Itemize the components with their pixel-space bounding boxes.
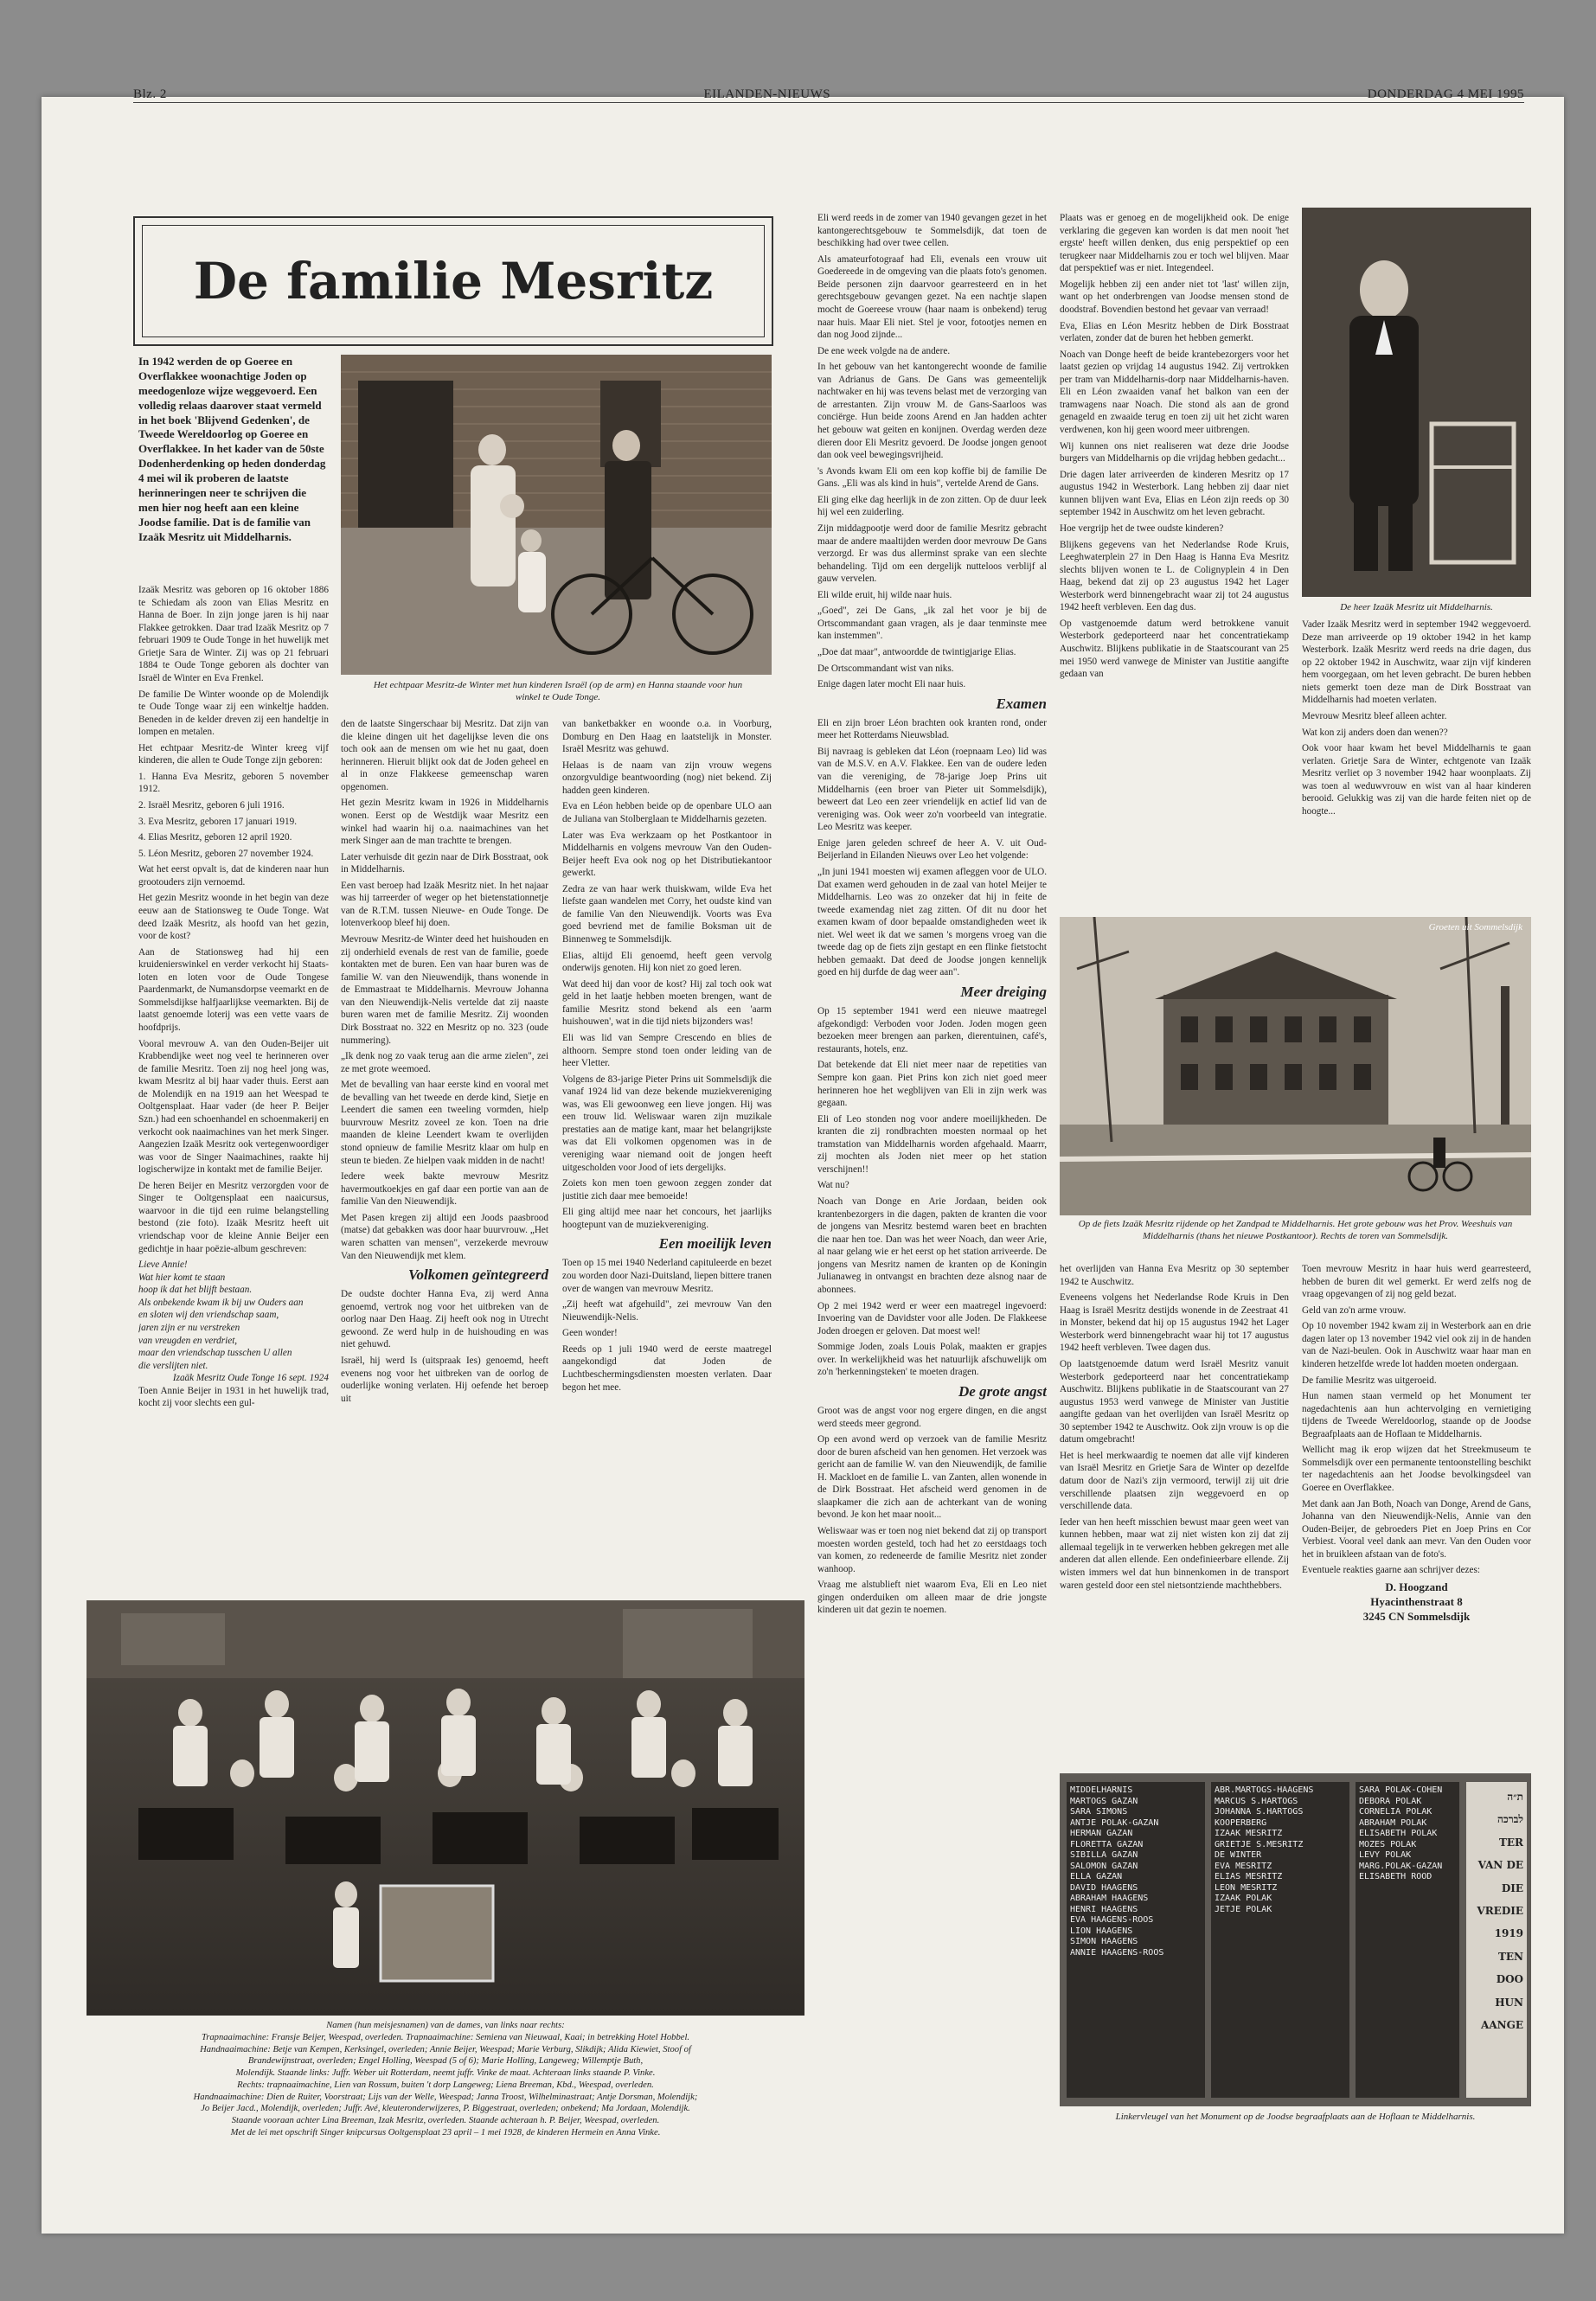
paragraph: Volgens de 83-jarige Pieter Prins uit Sommelsdijk die vanaf 1924 lid van deze bekende muziekvereniging was, was Eli gewoonweg een lieve jongen. Hij was een trouw lid. Weliswaar waren zijn muzikale prestaties aan de matige kant, maar het belangrijkste was dat Eli volkomen opgenomen was in de vereniging waar niemand ooit de jongen heeft uitgescholden voor Jood of iets dergelijks. — [562, 1074, 772, 1173]
portrait-caption: De heer Izaäk Mesritz uit Middelharnis. — [1340, 602, 1493, 612]
paragraph: Eli ging altijd mee naar het concours, het jaarlijks hoogtepunt van de muziekvereniging. — [562, 1207, 772, 1230]
paragraph: Enige jaren geleden schreef de heer A. V. uit Oud-Beijerland in Eilanden Nieuws over Leo het volgende: — [817, 837, 1047, 862]
monument-name: IZAAK POLAK — [1215, 1894, 1272, 1903]
family-photo-caption: Het echtpaar Mesritz-de Winter met hun kinderen Israël (op de arm) en Hanna staande voor hun winkel te Oude Tonge. — [373, 680, 743, 703]
paragraph: Op 10 november 1942 kwam zij in Westerbork aan en drie dagen later op 13 november 1942 viel ook zij in de handen van de Nazi-beulen. Ook in Auschwitz waar haar man en kinderen hetzelfde wrede lot hadden moeten ondergaan. — [1302, 1321, 1531, 1369]
caption-line: Brandewijnstraat, overleden; Engel Holling, Weespad (5 of 6); Marie Holling, Langeweg; Willemptje Buth, — [247, 2056, 644, 2067]
article-column-4 — [817, 212, 1047, 2132]
lead-text: In 1942 werden de op Goeree en Overflakkee woonachtige Joden op meedogenloze wijze weggevoerd. Een volledig relaas daarover staat vermeld in het boek 'Blijvend Gedenken', de Tweede Wereldoorlog op Goeree en Overflakkee. In het kader van de 50ste Dodenherdenking op heden donderdag 4 mei wil ik proberen de laatste herinneringen neer te schrijven die men hier nog heeft aan een kleine Joodse familie. Dat is de familie van Izaäk Mesritz uit Middelharnis. — [138, 355, 326, 543]
poem-line: van vreugden en verdriet, — [138, 1335, 238, 1346]
monument-photo — [1060, 1773, 1531, 2106]
paragraph: Een vast beroep had Izaäk Mesritz niet. In het najaar was hij tarreerder of weger op het bietenstationnetje van de R.T.M. tussen Nieuwe- en Oude Tonge. De lotenverkoop bleef hij doen. — [341, 880, 548, 929]
list-item: 3. Eva Mesritz, geboren 17 januari 1919. — [138, 816, 297, 827]
monument-name: IZAAK MESRITZ — [1215, 1829, 1283, 1838]
paragraph: Eva, Elias en Léon Mesritz hebben de Dirk Bosstraat verlaten, zonder dat de buren het hebben gemerkt. — [1060, 320, 1289, 344]
poem-line: Als onbekende kwam ik bij uw Ouders aan — [138, 1297, 304, 1308]
page-header — [133, 76, 1524, 103]
subheading: Examen — [996, 695, 1047, 712]
monument-name: SALOMON GAZAN — [1070, 1861, 1138, 1871]
sewing-class-illustration — [87, 1600, 804, 2016]
paragraph: Reeds op 1 juli 1940 werd de eerste maatregel aangekondigd dat Joden de Luchtbeschermingsdiensten moesten verlaten. Daar begon het mee. — [562, 1343, 772, 1393]
paragraph: Met Pasen kregen zij altijd een Joods paasbrood (matse) dat gebakken was door haar buurvrouw. „Het waren schatten van mensen", verzekerde mevrouw Van den Nieuwendijk met klem. — [341, 1212, 548, 1261]
paragraph: Op laatstgenoemde datum werd Israël Mesritz vanuit Westerbork gedeporteerd naar het concentratiekamp Auschwitz. Blijkens publikatie in de Staatscourant van 27 augustus 1953 werd vanwege de Minister van Justitie aangifte gedaan van het overlijden van Israël Mesritz op 30 september 1942 te Auschwitz. Ook zijn vrouw is op die datum omgebracht! — [1060, 1358, 1289, 1445]
monument-name: JETJE POLAK — [1215, 1904, 1272, 1914]
paragraph: Eli of Leo stonden nog voor andere moeilijkheden. De kranten die zij rondbrachten moesten normaal op het tramstation van Middelharnis worden afgehaald. Maarrr, zij mochten als Joden niet meer op het station verschijnen!! — [817, 1113, 1047, 1175]
author-city: 3245 CN Sommelsdijk — [1362, 1609, 1471, 1623]
subheading: Een moeilijk leven — [658, 1235, 772, 1253]
newspaper-name: EILANDEN-NIEUWS — [703, 87, 831, 101]
poem-line: jaren zijn er nu verstreken — [138, 1322, 240, 1333]
monument-name: SARA SIMONS — [1070, 1807, 1128, 1817]
monument-name: ABRAHAM HAAGENS — [1070, 1894, 1149, 1903]
monument-name: SARA POLAK-COHEN — [1359, 1785, 1443, 1795]
monument-name: ELISABETH POLAK — [1359, 1829, 1438, 1838]
paragraph: Bij navraag is gebleken dat Léon (roepnaam Leo) lid was van de M.S.V. en A.V. Flakkee. Een van de oudere leden van die vereniging, de 78-jarige Joep Prins uit Middelharnis (een broer van Pieter uit Sommelsdijk), beweert dat Leo een zeer vriendelijk en actief lid van de vereniging was. Ook weer zo'n voorbeeld van integratie. Leo Mesritz was keeper. — [817, 746, 1047, 833]
monument-name: ANTJE POLAK-GAZAN — [1070, 1817, 1159, 1828]
paragraph: Toen op 15 mei 1940 Nederland capituleerde en bezet zou worden door Nazi-Duitsland, liepen bittere tranen over de wangen van mevrouw Mesritz. — [562, 1258, 772, 1294]
article-column-5 — [1060, 212, 1289, 913]
monument-name: ABR.MARTOGS-HAAGENS — [1215, 1785, 1314, 1795]
paragraph: Noach van Donge heeft de beide krantebezorgers voor het laatst gezien op vrijdag 14 augustus 1942. Zij vertrokken per tram van Middelharnis-dorp naar Middelharnis-haven. Eli en Léon zwaaiden vanaf het balkon van een der tramwagens naar Noach. Die stond als aan de grond genageld en zwaaide terug en toen zij uit het zicht waren verdwenen, kon hij geen woord meer uitbrengen. — [1060, 349, 1289, 435]
paragraph: „Zij heeft wat afgehuild", zei mevrouw Van den Nieuwendijk-Nelis. — [562, 1299, 772, 1323]
article-column-1 — [138, 584, 329, 1587]
monument-name: CORNELIA POLAK — [1359, 1807, 1433, 1817]
article-column-2 — [341, 718, 548, 1587]
paragraph: Eli en zijn broer Léon brachten ook kranten rond, onder meer het Rotterdams Nieuwsblad. — [817, 717, 1047, 741]
paragraph: De familie De Winter woonde op de Molendijk te Oude Tonge waar zij een winkeltje hadden. Beneden in de kelder dreven zij een handeltje in lompen en metalen. — [138, 689, 329, 738]
poem-line: en sloten wij den vriendschap saam, — [138, 1310, 279, 1321]
caption-line: Handnaaimachine: Dien de Ruiter, Voorstraat; Lijs van der Welle, Weespad; Janna Troost, Wilhelminastraat; Antje Dorsman, Molendijk; — [193, 2092, 698, 2102]
postcard-label: Groeten uit Sommelsdijk — [1428, 922, 1522, 933]
monument-name: ELIAS MESRITZ — [1215, 1872, 1283, 1881]
paragraph: Later was Eva werkzaam op het Postkantoor in Middelharnis en volgens mevrouw Van den Ouden-Beijer heeft Eva ook nog op het Distributiekantoor gewerkt. — [562, 830, 772, 879]
paragraph: Wat deed hij dan voor de kost? Hij zal toch ook wat geld in het laatje hebben moeten brengen, want de familie Mesritz stond bekend als een 'aarm huishouwen', wat in die tijd niets bijzonders was! — [562, 978, 772, 1028]
paragraph: Wat nu? — [817, 1180, 849, 1191]
paragraph: Vraag me alstublieft niet waarom Eva, Eli en Leo niet gingen onderduiken om alleen maar de drie jongste kinderen uit dat gezin te noemen. — [817, 1580, 1047, 1616]
paragraph: Mevrouw Mesritz bleef alleen achter. — [1302, 710, 1447, 721]
monument-name: ABRAHAM POLAK — [1359, 1817, 1427, 1828]
subheading: De grote angst — [958, 1382, 1047, 1400]
paragraph: De familie Mesritz was uitgeroeid. — [1302, 1375, 1437, 1386]
monument-name: LEVY POLAK — [1359, 1850, 1412, 1860]
inscription-line: DIE — [1501, 1881, 1523, 1894]
monument-name: EVA MESRITZ — [1215, 1861, 1272, 1871]
subheading: Volkomen geïntegreerd — [408, 1266, 548, 1284]
caption-line: Met de lei met opschrift Singer knipcursus Ooltgensplaat 23 april – 1 mei 1928, de kinderen Hermein en Anna Vinke. — [230, 2127, 661, 2138]
portrait-illustration — [1302, 208, 1531, 597]
paragraph: Israël, hij werd Is (uitspraak Ies) genoemd, heeft evenens nog voor het uitbreken van de oorlog de ouderlijke woning verlaten. Hij oefende het beroep uit — [341, 1355, 548, 1404]
monument-caption: Linkervleugel van het Monument op de Joodse begraafplaats aan de Hoflaan te Middelharnis. — [1115, 2112, 1476, 2122]
paragraph: Eli werd reeds in de zomer van 1940 gevangen gezet in het kantongerechtsgebouw te Sommelsdijk, dat toen de beschikking had over twee cellen. — [817, 213, 1047, 249]
inscription-line: ת״ה — [1507, 1791, 1523, 1803]
sewing-class-photo — [87, 1600, 804, 2016]
paragraph: Plaats was er genoeg en de mogelijkheid ook. De enige verklaring die gegeven kan worden is dat men nooit 'het ergste' heeft willen denken, dus enig perspektief op een terugkeer naar Middelharnis zou er toch wel blijven. Maar dat perspektief was er niet. Integendeel. — [1060, 213, 1289, 274]
paragraph: Op 15 september 1941 werd een nieuwe maatregel afgekondigd: Verboden voor Joden. Joden mogen geen bezoeken meer brengen aan parken, dierentuinen, café's, restaurants, hotels, enz. — [817, 1006, 1047, 1054]
paragraph: Enige dagen later mocht Eli naar huis. — [817, 679, 966, 690]
headline: De familie Mesritz — [193, 252, 714, 311]
paragraph: 's Avonds kwam Eli om een kop koffie bij de familie De Gans. „Eli was als kind in huis", vertelde Arend de Gans. — [817, 465, 1047, 490]
poem-line: Lieve Annie! — [138, 1259, 188, 1271]
monument-name: MARG.POLAK-GAZAN — [1359, 1861, 1443, 1871]
family-photo — [341, 355, 772, 675]
list-item: 5. Léon Mesritz, geboren 27 november 1924. — [138, 848, 314, 859]
paragraph: In het gebouw van het kantongerecht woonde de familie van Adrianus de Gans. De Gans was gemeentelijk nachtwaker en hij was tevens belast met de verzorging van de arrestanten. Zijn vrouw M. de Gans-Saarloos was conciërge. Hun beide zoons Arend en Jan hadden achter het gebouw wat geiten en konijnen. Overdag werden deze dieren door Eli Mesritz gevoerd. De Joodse jongen genoot dan ook veel bewegingsvrijheid. — [817, 362, 1047, 461]
paragraph: „Ik denk nog zo vaak terug aan die arme zielen", zei ze met grote weemoed. — [341, 1051, 548, 1074]
monument-name: LEON MESRITZ — [1215, 1882, 1278, 1893]
paragraph: Ook voor haar kwam het bevel Middelharnis te gaan verlaten. Grietje Sara de Winter, echtgenote van Izaäk Mesritz verliet op 3 november 1942 haar woonplaats. Zij was toen al weduwvrouw en wist van al haar kinderen berooid. Gelukkig was zij van die harde feiten niet op de hoogte... — [1302, 743, 1531, 817]
caption-line: Staande vooraan achter Lina Breeman, Izak Mesritz, overleden. Staande achteraan h. P. Beijer, Weespad, overleden. — [231, 2116, 660, 2126]
list-item: 1. Hanna Eva Mesritz, geboren 5 november 1912. — [138, 771, 329, 795]
poem-line: die verslijten niet. — [138, 1360, 208, 1371]
poem — [138, 1259, 329, 1385]
paragraph: Blijkens gegevens van het Nederlandse Rode Kruis, Leeghwaterplein 27 in Den Haag is Hanna Eva Mesritz slechts blijven wonen te L. de Colignyplein 4 in Den Haag, bekend dat zij op 23 augustus 1942 het Lager Westerbork werd binnengebracht waar zij tot 24 augustus 1942 heeft verbleven. Een dag dus. — [1060, 539, 1289, 613]
list-item: 2. Israël Mesritz, geboren 6 juli 1916. — [138, 800, 285, 811]
paragraph: Vader Izaäk Mesritz werd in september 1942 weggevoerd. Deze man arriveerde op 19 oktober 1942 in het kamp Westerbork. Izaäk Mesritz werd reeds na drie dagen, dus op 22 oktober 1942 in Auschwitz, waar zijn vijf kinderen hem voorgegaan, om het leven gebracht. De buren hebben niets gemerkt toen deze man de Dirk Bosstraat van Middelharnis had moeten verlaten. — [1302, 619, 1531, 706]
article-column-7 — [1060, 1263, 1289, 1739]
monument-inscription — [1466, 1782, 1527, 2098]
monument-name: ANNIE HAAGENS-ROOS — [1070, 1947, 1164, 1958]
paragraph: „In juni 1941 moesten wij examen afleggen voor de ULO. Dat examen werd gehouden in de zaal van hotel Meijer te Middelharnis. Leo was zo onzeker dat hij in feite de tweede examendag niet zag zitten. Of dit nu door het examen kwam of door bepaalde omstandigheden weet ik niet. Wel weet ik dat we samen 's morgens vroeg van die tweede dag op de fiets zijn gestapt en een flinke fietstocht hebben gemaakt. Dat deed de Joodse jongen kennelijk goed en hij durfde de dag weer aan". — [817, 866, 1047, 978]
article-column-8 — [1302, 1263, 1531, 1743]
monument-name: ELISABETH ROOD — [1359, 1872, 1433, 1881]
caption-line: Handnaaimachine: Betje van Kempen, Kerksingel, overleden; Annie Beijer, Weespad; Marie Verburg, Slikdijk; Alida Kiewiet, Stoof of — [200, 2044, 691, 2054]
paragraph: Groot was de angst voor nog ergere dingen, en die angst werd steeds meer gegrond. — [817, 1405, 1047, 1429]
author-street: Hyacinthenstraat 8 — [1370, 1594, 1463, 1608]
monument-name: HENRI HAAGENS — [1070, 1904, 1138, 1914]
paragraph: Mevrouw Mesritz-de Winter deed het huishouden en zij onderhield evenals de rest van de familie, goede kontakten met de buren. Een van haar buren was de familie W. van den Nieuwendijk, thans wonende in de Emmastraat te Middelharnis. Mevrouw Johanna van den Nieuwendijk-Nelis vertelde dat zij naaste buren waren met de familie Mesritz. Zij woonden Dirk Bosstraat no. 322 en Mesritz op no. 323 (oude nummering). — [341, 934, 548, 1046]
article-column-6 — [1302, 619, 1531, 913]
lead-paragraph — [138, 355, 329, 548]
paragraph: Wij kunnen ons niet realiseren wat deze drie Joodse burgers van Middelharnis op die vrijdag hebben gedacht... — [1060, 440, 1289, 465]
paragraph: Zijn middagpootje werd door de familie Mesritz gebracht maar de andere maaltijden werden door mevrouw De Gans verzorgd. Er was dus allerminst sprake van een slechte behandeling. Tijd om een dergelijk nutteloos verblijf al gauw vervelen. — [817, 522, 1047, 585]
inscription-line: VREDIE — [1477, 1904, 1523, 1917]
paragraph: Eli was lid van Sempre Crescendo en blies de althoorn. Sempre stond toen onder leiding van de heer Vletter. — [562, 1032, 772, 1069]
paragraph: Eli ging elke dag heerlijk in de zon zitten. Op de duur leek hij wel een zuiderling. — [817, 494, 1047, 518]
author-name: D. Hoogzand — [1385, 1580, 1448, 1593]
monument-name: SIMON HAAGENS — [1070, 1937, 1138, 1946]
paragraph: Wat kon zij anders doen dan wenen?? — [1302, 727, 1448, 738]
paragraph: Eva en Léon hebben beide op de openbare ULO aan de Juliana van Stolberglaan te Middelharnis gezeten. — [562, 801, 772, 824]
paragraph: van banketbakker en woonde o.a. in Voorburg, Domburg en Den Haag en laatstelijk in Monster. Israël Mesritz was gehuwd. — [562, 719, 772, 755]
paragraph: Met dank aan Jan Both, Noach van Donge, Arend de Gans, Johanna van den Nieuwendijk-Nelis, Annie van den Ouden-Beijer, de gebroeders Piet en Joep Prins en Cor Verbiest. Vooral veel dank aan mevr. Van den Ouden voor het in bruikleen afstaan van de foto's. — [1302, 1498, 1531, 1560]
paragraph: Zoiets kon men toen gewoon zeggen zonder dat justitie zich daar mee bemoeide! — [562, 1178, 772, 1202]
monument-name: ELLA GAZAN — [1070, 1872, 1123, 1881]
paragraph: Geen wonder! — [562, 1328, 618, 1339]
caption-line: Jo Beijer Jacd., Molendijk, overleden; Juffr. Avé, kleuteronderwijzeres, P. Biggestraat, overleden; onbekend; Ma Jordaan, Molendijk. — [201, 2104, 690, 2114]
inscription-line: VAN DE — [1477, 1859, 1523, 1872]
paragraph: Geld van zo'n arme vrouw. — [1302, 1304, 1407, 1316]
caption-line: Trapnaaimachine: Fransje Beijer, Weespad, overleden. Trapnaaimachine: Semiena van Nieuwaal, Kaai; in betrekking Hotel Hobbel. — [201, 2032, 690, 2042]
orphanage-caption: Op de fiets Izaäk Mesritz rijdende op het Zandpad te Middelharnis. Het grote gebouw was het Prov. Weeshuis van Middelharnis (thans het nieuwe Postkantoor). Rechts de toren van Sommelsdijk. — [1078, 1219, 1513, 1242]
paragraph: De ene week volgde na de andere. — [817, 345, 951, 356]
paragraph: Mogelijk hebben zij een ander niet tot 'last' willen zijn, want op het onderbrengen van Joodse mensen stond de doodstraf. Bovendien bestond het gevaar van verraad! — [1060, 279, 1289, 315]
paragraph: Iedere week bakte mevrouw Mesritz havermoutkoekjes en gaf daar een portie van aan de familie Van den Nieuwendijk. — [341, 1171, 548, 1208]
paragraph: Eli wilde eruit, hij wilde naar huis. — [817, 589, 952, 600]
monument-name: FLORETTA GAZAN — [1070, 1839, 1144, 1849]
monument-name: DE WINTER — [1215, 1850, 1262, 1860]
paragraph: Hoe vergrijp het de twee oudste kinderen? — [1060, 522, 1224, 534]
paragraph: Op 2 mei 1942 werd er weer een maatregel ingevoerd: Invoering van de Davidster voor alle Joden. De Flakkeese Joden droegen er geloven. Dat moest wel! — [817, 1300, 1047, 1336]
page-number: Blz. 2 — [133, 87, 167, 101]
monument-name: DAVID HAAGENS — [1070, 1882, 1138, 1893]
paragraph: Noach van Donge en Arie Jordaan, beiden ook krantenbezorgers in die dagen, pakten de kranten die voor de jongens van Mesritz bestemd waren beet en brachten die naar hen toe. Dan was het weer Noach, dan weer Arie, al naar gelang wie er het eerst op het station arriveerde. De jongens van Mesritz namen de kranten op de Koningin Julianaweg in ontvangst en brachten deze alsnog naar de abonnees. — [817, 1196, 1047, 1295]
paragraph: Aan de Stationsweg had hij een kruidenierswinkel en verder verkocht hij Staats-loten en loten voor de Oude Tongese Paardenmarkt, de Numansdorpse veemarkt en de Sommelsdijkse halfjaarlijkse veemarkten. Bij de laatst genoemde loterij was een vette vaars de hoofdprijs. — [138, 946, 329, 1033]
inscription-line: HUN AANGE — [1481, 1996, 1523, 2031]
paragraph: Vooral mevrouw A. van den Ouden-Beijer uit Krabbendijke weet nog veel te herinneren over de familie Mesritz. Toen zij nog heel jong was, kwam Mesritz al bij haar vader thuis. Eerst aan de Molendijk en na 1919 aan het Weespad te Ooltgensplaat. Haar vader (de heer P. Beijer Szn.) had een schoenhandel en schoenmakerij en verkocht ook naaimachines van het merk Singer. Aangezien Izaäk Mesritz ook vertegenwoordiger was voor de Singer Naaimachines, raakte hij logischerwijze in kontakt met de familie Beijer. — [138, 1038, 329, 1176]
monument-name: SIBILLA GAZAN — [1070, 1850, 1138, 1860]
monument-name: JOHANNA S.HARTOGS — [1215, 1807, 1304, 1817]
paragraph: De Ortscommandant wist van niks. — [817, 663, 954, 674]
paragraph: Het gezin Mesritz woonde in het begin van deze eeuw aan de Stationsweg te Oude Tonge. Wat deed Izaäk Mesritz, als hoofd van het gezin, voor de kost? — [138, 893, 329, 942]
paragraph: Met de bevalling van haar eerste kind en vooral met de bevalling van het tweede en derde kind, Sietje en Leendert die samen een tweeling vormden, hielp buurvrouw Mesritz zoveel ze kon. Toen na drie maanden de kleine Leendert kwam te overlijden stond opnieuw de familie Mesritz klaar om hulp en steun te bieden. Ze hielpen vaak midden in de nacht! — [341, 1080, 548, 1166]
author-signature — [1302, 1580, 1531, 1625]
monument-column-left — [1067, 1782, 1205, 2098]
paragraph: Sommige Joden, zoals Louis Polak, maakten er grapjes over. In werkelijkheid was het natuurlijk afschuwelijk om zo'n 'herkenningsteken' te moeten dragen. — [817, 1342, 1047, 1378]
monument-name: DEBORA POLAK — [1359, 1796, 1422, 1806]
paragraph: Weliswaar was er toen nog niet bekend dat zij op transport moesten worden gesteld, toch had het zo eerstdaags toch van komen, zo redeneerde de familie Mesritz niet zonder wanhoop. — [817, 1526, 1047, 1574]
orphanage-photo — [1060, 917, 1531, 1215]
paragraph: Eventuele reakties gaarne aan schrijver dezes: — [1302, 1565, 1480, 1576]
poem-signature: Izaäk Mesritz Oude Tonge 16 sept. 1924 — [172, 1373, 329, 1384]
inscription-line: TER — [1498, 1836, 1523, 1849]
family-photo-illustration — [341, 355, 772, 675]
inscription-line: לברכה — [1497, 1813, 1523, 1826]
paragraph: Wellicht mag ik erop wijzen dat het Streekmuseum te Sommelsdijk over een permanente tentoonstelling beschikt ter nagedachtenis aan het Joodse bevolkingsdeel van Goeree en Overflakkee. — [1302, 1445, 1531, 1493]
paragraph: Elias, altijd Eli genoemd, heeft geen vervolg onderwijs genoten. Hij kon niet zo goed leren. — [562, 950, 772, 974]
issue-date: DONDERDAG 4 MEI 1995 — [1367, 87, 1524, 101]
headline-box — [133, 216, 773, 346]
caption-line: Rechts: trapnaaimachine, Lien van Rossum, buiten 't dorp Langeweg; Liena Breeman, Kbd., Weespad, overleden. — [237, 2080, 654, 2090]
monument-name: MARTOGS GAZAN — [1070, 1796, 1138, 1806]
poem-line: hoop ik dat het blijft bestaan. — [138, 1285, 253, 1296]
monument-name: MOZES POLAK — [1359, 1839, 1417, 1849]
paragraph: Het gezin Mesritz kwam in 1926 in Middelharnis wonen. Eerst op de Westdijk waar Mesritz een winkel had waarin hij o.a. naaimachines van het merk Singer aan de man trachtte te brengen. — [341, 798, 548, 847]
paragraph: Ieder van hen heeft misschien bewust maar geen weet van kunnen hebben, maar wat zij niet wisten kon zij dat zij allemaal tegelijk in te verwerken hebben gekregen met alle anderen dat allen ellende. Een ondefinieerbare ellende. Zij wisten immers wel dat hun binnenkomen in de transport waren gesteld door een stel nietsontziende machthebbers. — [1060, 1516, 1289, 1591]
monument-column-middle — [1211, 1782, 1349, 2098]
paragraph: Wat het eerst opvalt is, dat de kinderen naar hun grootouders zijn vernoemd. — [138, 864, 329, 888]
poem-line: Wat hier komt te staan — [138, 1272, 226, 1283]
monument-name: EVA HAAGENS-ROOS — [1070, 1915, 1154, 1925]
inscription-line: 1919 — [1494, 1927, 1523, 1940]
paragraph: De oudste dochter Hanna Eva, zij werd Anna genoemd, vertrok nog voor het uitbreken van de oorlog naar Den Haag. Zij heeft ook nog in Utrecht gewoond. Ze werd hulp in de huishouding en was niet gehuwd. — [341, 1289, 548, 1350]
paragraph: Dat betekende dat Eli niet meer naar de repetities van Sempre kon gaan. Piet Prins kon zich niet goed meer herinneren hoe het wegblijven van Eli in zijn werk was gegaan. — [817, 1060, 1047, 1109]
poem-line: maar den vriendschap tusschen U allen — [138, 1348, 292, 1359]
caption-line: Namen (hun meisjesnamen) van de dames, van links naar rechts: — [326, 2021, 565, 2030]
sewing-class-caption — [87, 2020, 804, 2139]
paragraph: den de laatste Singerschaar bij Mesritz. Dat zijn van die kleine dingen uit het dagelijkse leven die ons toch ook aan de mensen om wie het nu gaat, doen herinneren. Hieruit blijkt ook dat de Joden geheel en al in onze Flakkeese gemeenschap waren opgenomen. — [341, 719, 548, 792]
paragraph: Op vastgenoemde datum werd betrokkene vanuit Westerbork gedeporteerd naar het concentratiekamp Auschwitz. Blijkens publikatie in de Staatscourant van 25 mei 1950 werd vanwege de Minister van Justitie aangifte gedaan van — [1060, 618, 1289, 680]
article-column-3 — [562, 718, 772, 1587]
paragraph: Eveneens volgens het Nederlandse Rode Kruis in Den Haag is Israël Mesritz destijds wonende in de Zeestraat 41 in Monster, bekend dat hij op 15 augustus 1942 het Lager Westerbork werd binnengebracht waar hij tot 17 augustus 1942 heeft verbleven. Twee dagen dus. — [1060, 1292, 1289, 1354]
paragraph: Drie dagen later arriveerden de kinderen Mesritz op 17 augustus 1942 in Westerbork. Lang hebben zij daar niet kunnen blijven want Eva, Elias en Léon zijn reeds op 30 september 1942 in Auschwitz om het leven gebracht. — [1060, 469, 1289, 518]
paragraph: „Doe dat maar", antwoordde de twintigjarige Elias. — [817, 647, 1016, 657]
list-item: 4. Elias Mesritz, geboren 12 april 1920. — [138, 832, 292, 843]
monument-name: GRIETJE S.MESRITZ — [1215, 1839, 1304, 1849]
paragraph: „Goed", zei De Gans, „ik zal het voor je bij de Ortscommandant gaan vragen, als je daar tenminste mee kan instemmen". — [817, 606, 1047, 642]
monument-name: HERMAN GAZAN — [1070, 1829, 1133, 1838]
paragraph: Als amateurfotograaf had Eli, evenals een vrouw uit Goedereede in de omgeving van die plaats foto's genomen. Beide personen zijn daarvoor gearresteerd en in het gerechtsgebouw gevangen gezet. Na een nachtje slapen mocht de Goereese vrouw (haar naam is onbekend) terug naar huis. Maar Eli niet. Stel je voor, fotootjes nemen en dan nog Jood zijnde... — [817, 253, 1047, 341]
paragraph: Hun namen staan vermeld op het Monument ter nagedachtenis aan hun achtervolging en vernietiging tijdens de Tweede Wereldoorlog, staande op de Joodse Begraafplaats aan de Hoflaan te Middelharnis. — [1302, 1391, 1531, 1439]
paragraph: Op een avond werd op verzoek van de familie Mesritz door de buren afscheid van hen genomen. Het verzoek was gericht aan de familie W. van den Nieuwendijk, de familie H. Mackloet en de familie L. van Zanten, allen wonende in de Dirk Bosstraat. Het afscheid werd genomen in de slaapkamer die zich aan de achterkant van de woning bevond. Je kon het maar nooit... — [817, 1434, 1047, 1521]
paragraph: Het is heel merkwaardig te noemen dat alle vijf kinderen van Israël Mesritz en Grietje Sara de Winter op dezelfde datum door de Nazi's zijn vermoord, terwijl zij uit drie verschillende plaatsen zijn weggevoerd en op verschillende data. — [1060, 1450, 1289, 1512]
paragraph: De heren Beijer en Mesritz verzorgden voor de Singer te Ooltgensplaat een naaicursus, waarvoor in die tijd een ruime belangstelling bestond (zie foto). Izaäk Mesritz heeft uit vriendschap voor de kleine Annie Beijer een gedichtje in haar poëzie-album geschreven: — [138, 1180, 329, 1254]
paragraph: Het echtpaar Mesritz-de Winter kreeg vijf kinderen, die allen te Oude Tonge zijn geboren: — [138, 742, 329, 766]
paragraph: Helaas is de naam van zijn vrouw wegens onzorgvuldige beantwoording (nog) niet bekend. Zij hadden geen kinderen. — [562, 760, 772, 796]
portrait-photo — [1302, 208, 1531, 597]
caption-line: Molendijk. Staande links: Juffr. Weber uit Rotterdam, neemt juffr. Vinke de maat. Achteraan links staande P. Vinke. — [235, 2068, 656, 2079]
paragraph: Toen Annie Beijer in 1931 in het huwelijk trad, kocht zij voor slechts een gul- — [138, 1385, 329, 1409]
paragraph: Later verhuisde dit gezin naar de Dirk Bosstraat, ook in Middelharnis. — [341, 851, 548, 875]
orphanage-illustration — [1060, 917, 1531, 1215]
monument-name: KOOPERBERG — [1215, 1817, 1267, 1828]
subheading: Meer dreiging — [960, 984, 1047, 1001]
paragraph: het overlijden van Hanna Eva Mesritz op 30 september 1942 te Auschwitz. — [1060, 1264, 1289, 1287]
monument-name: MARCUS S.HARTOGS — [1215, 1796, 1298, 1806]
monument-column-right — [1356, 1782, 1459, 2098]
inscription-line: TEN DOO — [1496, 1950, 1523, 1986]
paragraph: Toen mevrouw Mesritz in haar huis werd gearresteerd, hebben de buren dit wel gemerkt. Er werd zelfs nog de vraag opgevangen of zij nog geld bezat. — [1302, 1264, 1531, 1300]
paragraph: Izaäk Mesritz was geboren op 16 oktober 1886 te Schiedam als zoon van Elias Mesritz en Hanna de Boer. In zijn jonge jaren is hij naar Flakkee getrokken. Daar trad Izaäk Mesritz op 7 februari 1909 te Oude Tonge in het huwelijk met Grietje Sara de Winter. Zij was op 21 februari 1884 te Oude Tonge geboren als dochter van Israël de Winter en Eva Frenkel. — [138, 585, 329, 683]
monument-name: LION HAAGENS — [1070, 1926, 1133, 1936]
paragraph: Zedra ze van haar werk thuiskwam, wilde Eva het liefste gaan wandelen met Corry, het oudste kind van de familie Van den Nieuwendijk. Voorts was Eva goed bevriend met de familie Boksman uit de Binnenweg te Sommelsdijk. — [562, 883, 772, 945]
monument-name: MIDDELHARNIS — [1070, 1785, 1133, 1795]
